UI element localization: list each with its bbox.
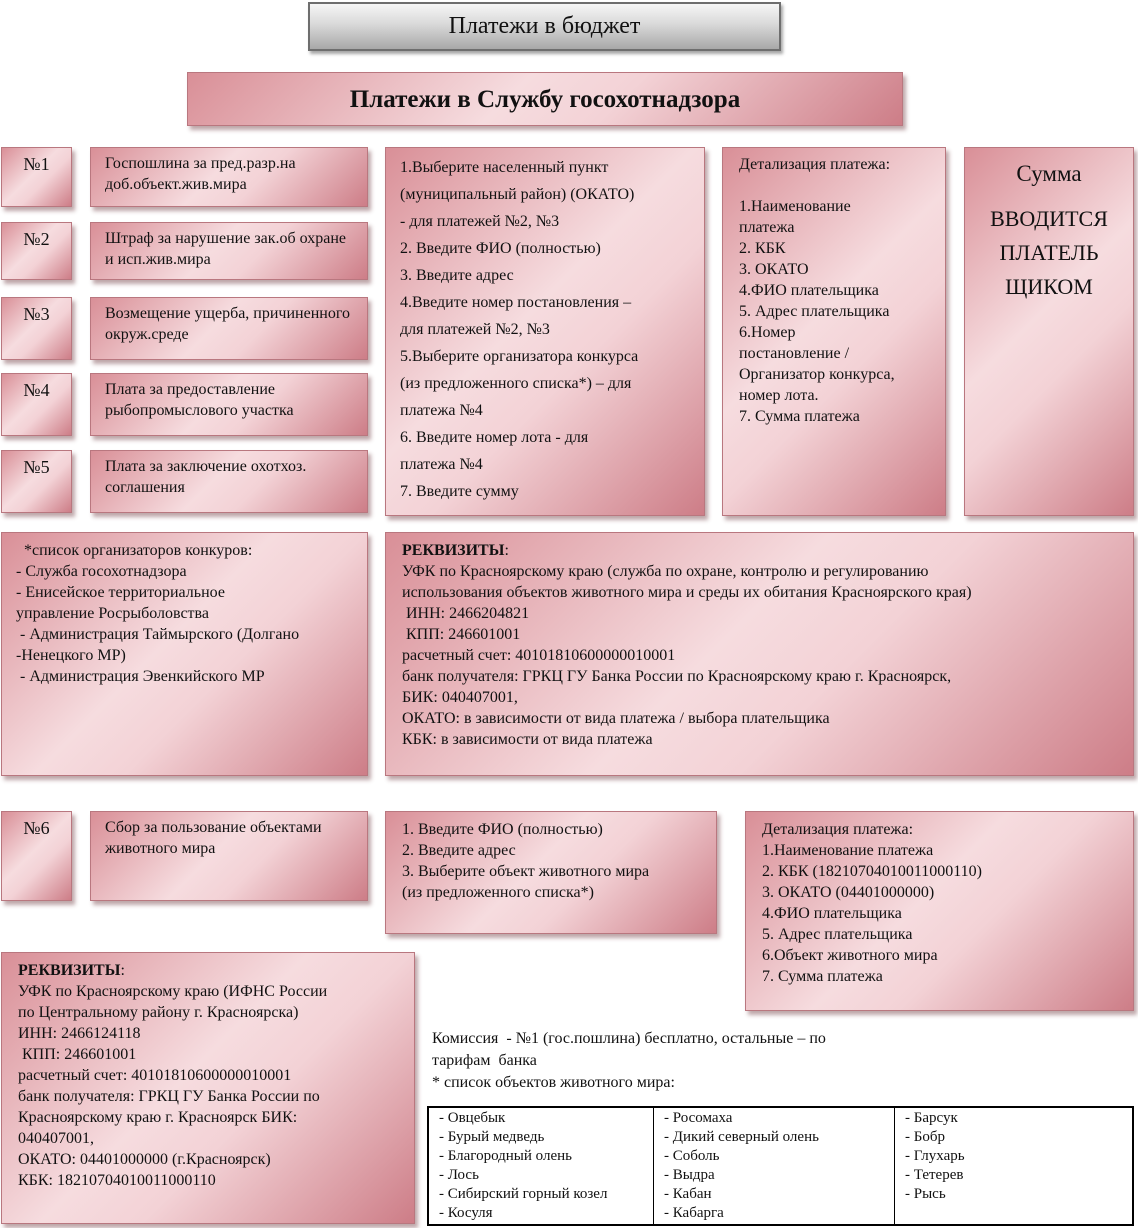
page-title xyxy=(308,2,781,51)
page-title-text: Платежи в бюджет xyxy=(448,13,641,39)
list-item: - Сибирский горный козел xyxy=(439,1186,608,1202)
payment-2-label xyxy=(90,222,368,280)
commission-line: Комиссия - №1 (гос.пошлина) бесплатно, остальные – по xyxy=(432,1030,826,1047)
payment-3-number-text: №3 xyxy=(23,304,50,324)
detail-line: постановление / xyxy=(739,345,850,362)
step-line: 2. Введите ФИО (полностью) xyxy=(400,240,601,257)
requisite-line: УФК по Красноярскому краю (служба по охране, контролю и регулированию xyxy=(402,563,929,580)
payment-1-label-text: Госпошлина за пред.разр.на доб.объект.жив.мира xyxy=(105,155,296,193)
list-item: - Дикий северный олень xyxy=(664,1129,819,1145)
step-line: 3. Введите адрес xyxy=(400,267,514,284)
sum-note xyxy=(965,202,1133,304)
payment-6-label xyxy=(90,811,368,901)
detail-line: 7. Сумма платежа xyxy=(762,968,883,985)
detail-line: Организатор конкурса, xyxy=(739,366,895,383)
detail-line: 1.Наименование платежа xyxy=(762,842,934,859)
section-title-text: Платежи в Службу госохотнадзора xyxy=(349,85,741,113)
requisite-line: КБК: в зависимости от вида платежа xyxy=(402,731,653,748)
requisites-main xyxy=(385,532,1134,776)
list-item: - Косуля xyxy=(439,1205,493,1221)
list-item: - Глухарь xyxy=(905,1148,965,1164)
requisite-line: БИК: 040407001, xyxy=(402,689,518,706)
detail-line: 4.ФИО плательщика xyxy=(762,905,902,922)
detail-line: 3. ОКАТО xyxy=(739,261,809,278)
organizer-line: управление Росрыболовства xyxy=(16,605,209,622)
payment-1-number-text: №1 xyxy=(23,154,50,174)
payment-3-number xyxy=(1,297,72,360)
requisite-line: ИНН: 2466204821 xyxy=(402,605,530,622)
organizer-line: - Администрация Эвенкийского МР xyxy=(16,668,265,685)
requisite-line: КПП: 246601001 xyxy=(402,626,521,643)
table-row xyxy=(428,1107,1133,1225)
requisite-line: Красноярскому краю г. Красноярск БИК: xyxy=(18,1109,298,1126)
requisite-line: использования объектов животного мира и среды их обитания Красноярского края) xyxy=(402,584,972,601)
detail-line: 6.Номер xyxy=(739,324,796,341)
requisites-main-heading xyxy=(402,540,1117,561)
step-line: (муниципальный район) (ОКАТО) xyxy=(400,186,635,203)
payment-4-number xyxy=(1,373,72,436)
detail-6 xyxy=(745,811,1134,1011)
commission-note xyxy=(432,1028,1072,1094)
organizer-line: - Служба госохотнадзора xyxy=(16,563,187,580)
requisites-6 xyxy=(1,952,415,1224)
animals-column-1 xyxy=(428,1107,654,1225)
payment-5-label-text: Плата за заключение охотхоз. соглашения xyxy=(105,458,307,496)
requisite-line: банк получателя: ГРКЦ ГУ Банка России по xyxy=(18,1088,320,1105)
list-item: - Барсук xyxy=(905,1110,958,1126)
step-line: 1. Введите ФИО (полностью) xyxy=(402,821,603,838)
step-line: 7. Введите сумму xyxy=(400,483,519,500)
detail-line: номер лота. xyxy=(739,387,819,404)
requisite-line: банк получателя: ГРКЦ ГУ Банка России по Красноярскому краю г. Красноярск, xyxy=(402,668,952,685)
sum-box xyxy=(964,147,1134,516)
step-line: платежа №4 xyxy=(400,456,483,473)
requisite-line: ОКАТО: в зависимости от вида платежа / выбора плательщика xyxy=(402,710,830,727)
requisite-line: КПП: 246601001 xyxy=(18,1046,137,1063)
steps-main xyxy=(385,147,705,516)
sum-note-line: ЩИКОМ xyxy=(1005,274,1093,299)
payment-5-label xyxy=(90,450,368,513)
requisite-line: 040407001, xyxy=(18,1130,94,1147)
list-item: - Лось xyxy=(439,1167,479,1183)
payment-1-label xyxy=(90,147,368,207)
payment-4-number-text: №4 xyxy=(23,380,50,400)
detail-line: 7. Сумма платежа xyxy=(739,408,860,425)
detail-main xyxy=(722,147,946,516)
list-item: - Благородный олень xyxy=(439,1148,572,1164)
list-item: - Овцебык xyxy=(439,1110,506,1126)
payment-5-number-text: №5 xyxy=(23,457,50,477)
requisites-main-colon: : xyxy=(504,542,509,559)
list-item: - Бобр xyxy=(905,1129,945,1145)
payment-2-label-text: Штраф за нарушение зак.об охране и исп.жив.мира xyxy=(105,230,347,268)
detail-line: 2. КБК (18210704010011000110) xyxy=(762,863,982,880)
organizer-line: - Енисейское территориальное xyxy=(16,584,225,601)
detail-line: 1.Наименование xyxy=(739,198,851,215)
sum-note-line: ПЛАТЕЛЬ xyxy=(999,240,1099,265)
list-item: - Тетерев xyxy=(905,1167,964,1183)
animals-column-3 xyxy=(895,1107,1134,1225)
list-item: - Бурый медведь xyxy=(439,1129,545,1145)
detail-line: 3. ОКАТО (04401000000) xyxy=(762,884,935,901)
step-line: 4.Введите номер постановления – xyxy=(400,294,632,311)
step-line: - для платежей №2, №3 xyxy=(400,213,560,230)
payment-3-label xyxy=(90,297,368,360)
step-line: для платежей №2, №3 xyxy=(400,321,550,338)
payment-3-label-text: Возмещение ущерба, причиненного окруж.среде xyxy=(105,305,350,343)
list-item: - Выдра xyxy=(664,1167,715,1183)
payment-2-number-text: №2 xyxy=(23,229,50,249)
detail-line: 6.Объект животного мира xyxy=(762,947,938,964)
step-line: 5.Выберите организатора конкурса xyxy=(400,348,639,365)
step-line: 3. Выберите объект животного мира xyxy=(402,863,650,880)
commission-line: тарифам банка xyxy=(432,1052,537,1069)
step-line: (из предложенного списка*) xyxy=(402,884,594,901)
payment-4-label xyxy=(90,373,368,436)
detail-line: 5. Адрес плательщика xyxy=(762,926,913,943)
detail-6-title: Детализация платежа: xyxy=(762,821,914,838)
list-item: - Соболь xyxy=(664,1148,720,1164)
list-item: - Рысь xyxy=(905,1186,946,1202)
animals-column-2 xyxy=(654,1107,895,1225)
requisite-line: ИНН: 2466124118 xyxy=(18,1025,141,1042)
list-item: - Росомаха xyxy=(664,1110,733,1126)
organizer-line: - Администрация Таймырского (Долгано xyxy=(16,626,300,643)
section-title xyxy=(187,72,903,126)
payment-6-label-text: Сбор за пользование объектами животного мира xyxy=(105,819,322,857)
step-line: 6. Введите номер лота - для xyxy=(400,429,589,446)
requisites-main-label: РЕКВИЗИТЫ xyxy=(402,542,505,559)
payment-4-label-text: Плата за предоставление рыбопромыслового участка xyxy=(105,381,294,419)
list-item: - Кабарга xyxy=(664,1205,724,1221)
steps-6 xyxy=(385,811,717,934)
payment-2-number xyxy=(1,222,72,280)
list-item: - Кабан xyxy=(664,1186,712,1202)
step-line: 2. Введите адрес xyxy=(402,842,516,859)
payment-6-number-text: №6 xyxy=(23,818,50,838)
requisite-line: ОКАТО: 04401000000 (г.Красноярск) xyxy=(18,1151,271,1168)
requisite-line: УФК по Красноярскому краю (ИФНС России xyxy=(18,983,328,1000)
payment-5-number xyxy=(1,450,72,513)
detail-line: 5. Адрес плательщика xyxy=(739,303,890,320)
step-line: платежа №4 xyxy=(400,402,483,419)
requisites-6-label: РЕКВИЗИТЫ xyxy=(18,962,121,979)
detail-line: 4.ФИО плательщика xyxy=(739,282,879,299)
requisites-6-colon: : xyxy=(120,962,125,979)
detail-main-title: Детализация платежа: xyxy=(739,156,891,173)
sum-title: Сумма xyxy=(1016,161,1082,186)
commission-line: * список объектов животного мира: xyxy=(432,1074,675,1091)
organizers-list xyxy=(1,532,368,776)
detail-line: платежа xyxy=(739,219,795,236)
payment-1-number xyxy=(1,147,72,207)
organizer-line: -Ненецкого МР) xyxy=(16,647,126,664)
step-line: (из предложенного списка*) – для xyxy=(400,375,632,392)
requisites-6-heading xyxy=(18,960,398,981)
requisite-line: расчетный счет: 40101810600000010001 xyxy=(18,1067,292,1084)
sum-note-line: ВВОДИТСЯ xyxy=(990,206,1108,231)
organizer-line: *список организаторов конкуров: xyxy=(16,542,253,559)
requisite-line: расчетный счет: 40101810600000010001 xyxy=(402,647,676,664)
step-line: 1.Выберите населенный пункт xyxy=(400,159,609,176)
animals-table xyxy=(427,1106,1134,1226)
detail-line: 2. КБК xyxy=(739,240,786,257)
requisite-line: по Центральному району г. Красноярска) xyxy=(18,1004,299,1021)
requisite-line: КБК: 18210704010011000110 xyxy=(18,1172,216,1189)
payment-6-number xyxy=(1,811,72,901)
